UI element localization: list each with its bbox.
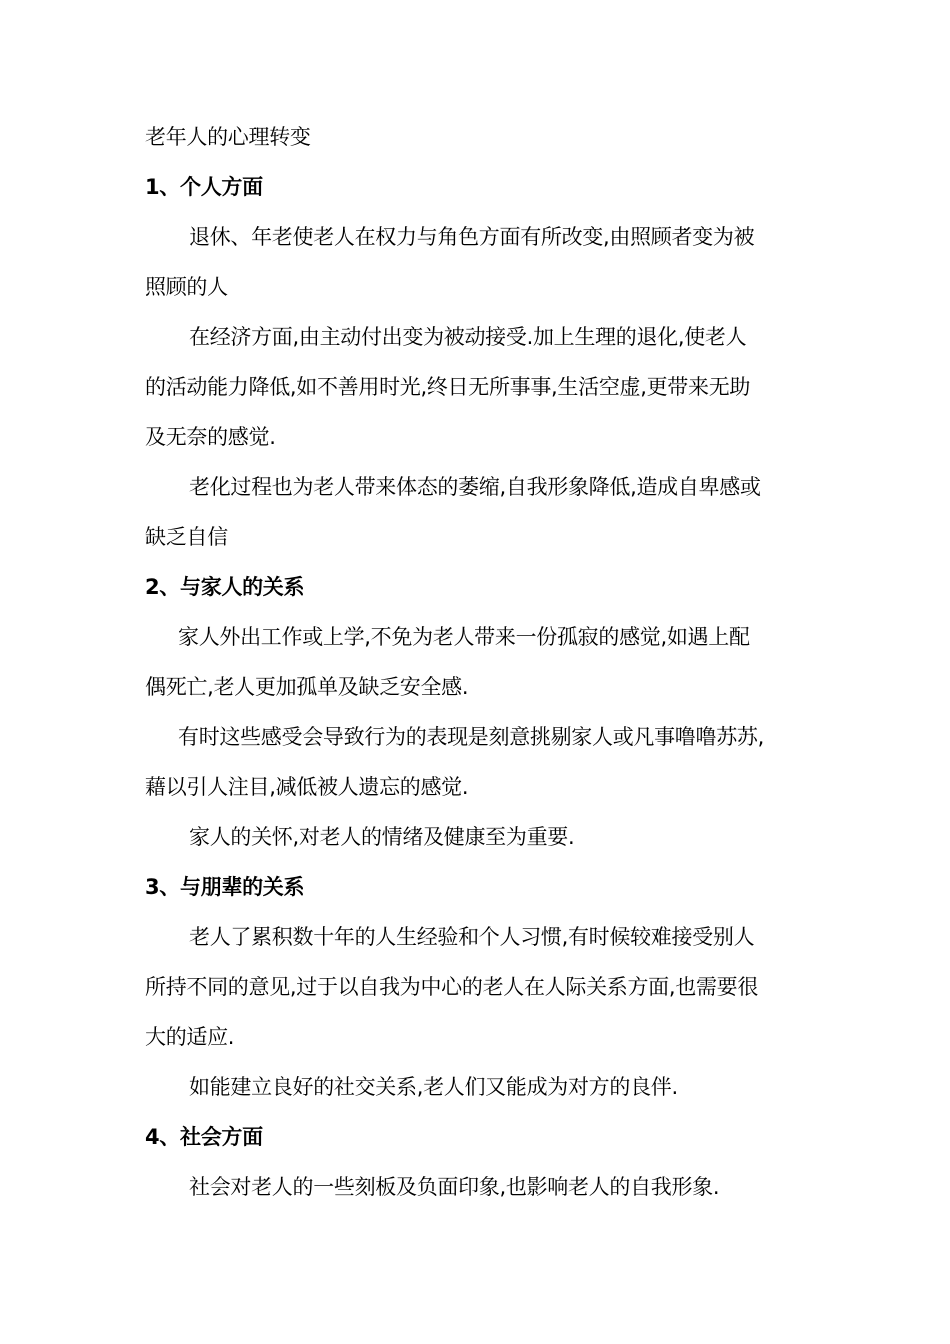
paragraph-line: 偶死亡,老人更加孤单及缺乏安全感. [145, 675, 469, 699]
paragraph-line: 如能建立良好的社交关系,老人们又能成为对方的良伴. [189, 1075, 678, 1099]
paragraph-line: 藉以引人注目,减低被人遗忘的感觉. [145, 775, 469, 799]
section-heading-family: 2、与家人的关系 [145, 575, 305, 599]
document-body [145, 112, 815, 1212]
section-heading-society: 4、社会方面 [145, 1125, 263, 1149]
paragraph-line: 家人外出工作或上学,不免为老人带来一份孤寂的感觉,如遇上配 [178, 625, 750, 649]
paragraph-line: 社会对老人的一些刻板及负面印象,也影响老人的自我形象. [189, 1175, 720, 1199]
paragraph-line: 老人了累积数十年的人生经验和个人习惯,有时候较难接受别人 [189, 925, 755, 949]
paragraph-line: 退休、年老使老人在权力与角色方面有所改变,由照顾者变为被 [189, 225, 755, 249]
paragraph-line: 大的适应. [145, 1025, 235, 1049]
section-heading-personal: 1、个人方面 [145, 175, 263, 199]
paragraph-line: 照顾的人 [145, 275, 228, 299]
section-heading-peers: 3、与朋辈的关系 [145, 875, 305, 899]
paragraph-line: 缺乏自信 [145, 525, 228, 549]
paragraph-line: 所持不同的意见,过于以自我为中心的老人在人际关系方面,也需要很 [145, 975, 759, 999]
paragraph-line: 家人的关怀,对老人的情绪及健康至为重要. [189, 825, 575, 849]
paragraph-line: 及无奈的感觉. [145, 425, 276, 449]
paragraph-line: 的活动能力降低,如不善用时光,终日无所事事,生活空虚,更带来无助 [145, 375, 751, 399]
document-title: 老年人的心理转变 [145, 125, 311, 149]
paragraph-line: 在经济方面,由主动付出变为被动接受.加上生理的退化,使老人 [189, 325, 747, 349]
paragraph-line: 老化过程也为老人带来体态的萎缩,自我形象降低,造成自卑感或 [189, 475, 761, 499]
paragraph-line: 有时这些感受会导致行为的表现是刻意挑剔家人或凡事噜噜苏苏, [178, 725, 764, 749]
